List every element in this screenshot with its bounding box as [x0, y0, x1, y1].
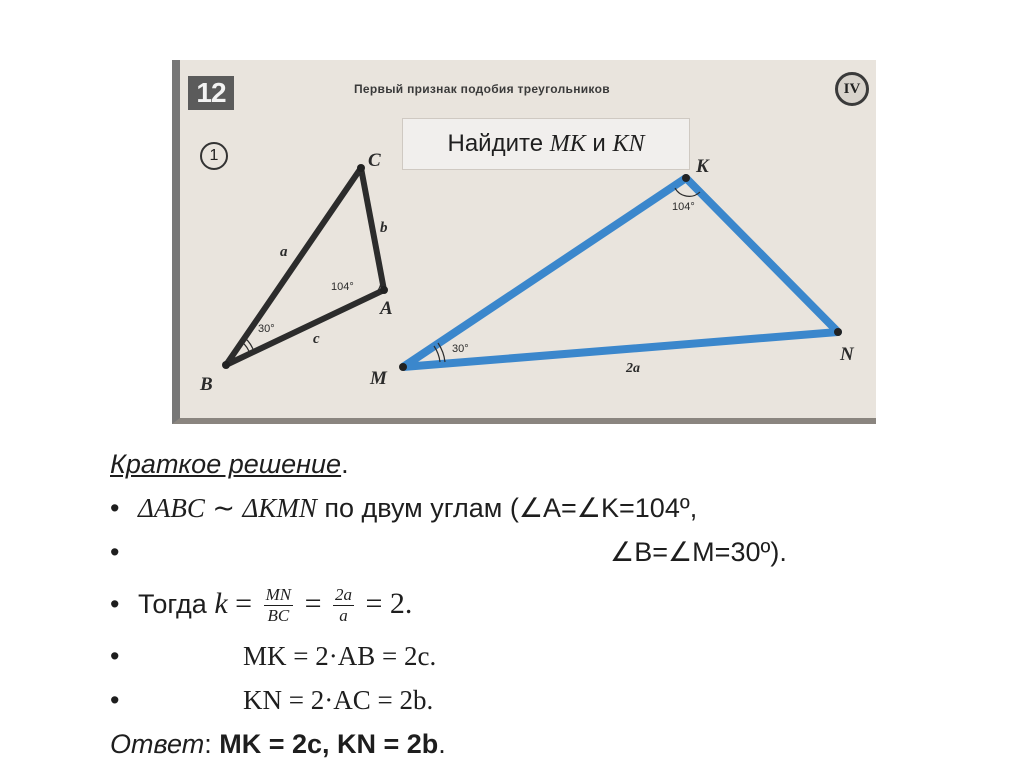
line2-text: ∠B=∠M=30º). — [610, 537, 787, 567]
equals-1: = — [227, 587, 260, 620]
angle-a-label: 104° — [331, 281, 354, 293]
fraction-2-numerator: 2a — [334, 585, 352, 605]
vertex-a: A — [380, 298, 393, 319]
vertex-c: C — [368, 150, 381, 171]
card-number: 12 — [188, 76, 234, 110]
vertex-k: K — [696, 156, 709, 177]
side-a-label: a — [280, 244, 288, 260]
bullet: • — [110, 641, 120, 671]
triangle-abc-name: ΔABC — [138, 493, 205, 523]
textbook-card — [172, 60, 876, 424]
card-heading: Первый признак подобия треугольников — [354, 82, 610, 96]
bullet: • — [110, 537, 120, 567]
level-badge: IV — [835, 72, 869, 106]
vertex-b: B — [200, 374, 213, 395]
line3-result: = 2. — [357, 587, 413, 620]
answer-colon: : — [204, 729, 220, 759]
solution-title-row — [110, 442, 990, 486]
line1-text: по двум углам (∠A=∠K=104º, — [316, 493, 698, 523]
task-mk: MK — [549, 131, 586, 157]
solution-line-1 — [110, 486, 990, 530]
vertex-m: M — [370, 368, 387, 389]
solution-line-2 — [110, 530, 990, 574]
answer-end: . — [438, 729, 446, 759]
equals-2: = — [297, 587, 329, 620]
side-mn-label: 2a — [626, 361, 640, 376]
fraction-1-numerator: MN — [265, 585, 292, 605]
bullet: • — [110, 493, 120, 523]
solution-title-dot: . — [341, 449, 349, 479]
fraction-2-denominator: a — [339, 606, 348, 626]
triangle-kmn — [399, 174, 842, 371]
line4-text: MK = 2·AB = 2c. — [243, 641, 437, 671]
task-box — [402, 118, 690, 170]
fraction-1-denominator: BC — [267, 606, 290, 626]
side-b-label: b — [380, 220, 388, 236]
solution-line-3 — [110, 574, 990, 634]
answer-row — [110, 722, 990, 766]
solution-block — [110, 442, 990, 766]
line3-prefix: Тогда — [138, 589, 215, 619]
task-and: и — [585, 130, 613, 157]
bullet: • — [110, 685, 120, 715]
solution-title: Краткое решение — [110, 449, 342, 479]
task-text: Найдите — [447, 130, 550, 157]
vertex-n: N — [840, 344, 854, 365]
angle-b-label: 30° — [258, 323, 275, 335]
answer-value: MK = 2c, KN = 2b — [219, 729, 439, 759]
task-kn: KN — [612, 131, 645, 157]
k-symbol: k — [214, 587, 228, 620]
similar-sign: ∼ — [204, 493, 243, 523]
item-number: 1 — [200, 142, 228, 170]
line5-text: KN = 2·AC = 2b. — [243, 685, 434, 715]
fraction-2a-a — [333, 585, 354, 626]
triangles-figure — [180, 60, 876, 424]
angle-k-label: 104° — [672, 201, 695, 213]
bullet: • — [110, 589, 120, 619]
angle-m-label: 30° — [452, 343, 469, 355]
solution-line-4 — [110, 634, 990, 678]
solution-line-5 — [110, 678, 990, 722]
answer-label: Ответ — [110, 729, 205, 759]
triangle-abc — [222, 164, 388, 369]
side-c-label: c — [313, 331, 320, 347]
triangle-kmn-name: ΔKMN — [242, 493, 317, 523]
fraction-mn-bc — [264, 585, 294, 626]
